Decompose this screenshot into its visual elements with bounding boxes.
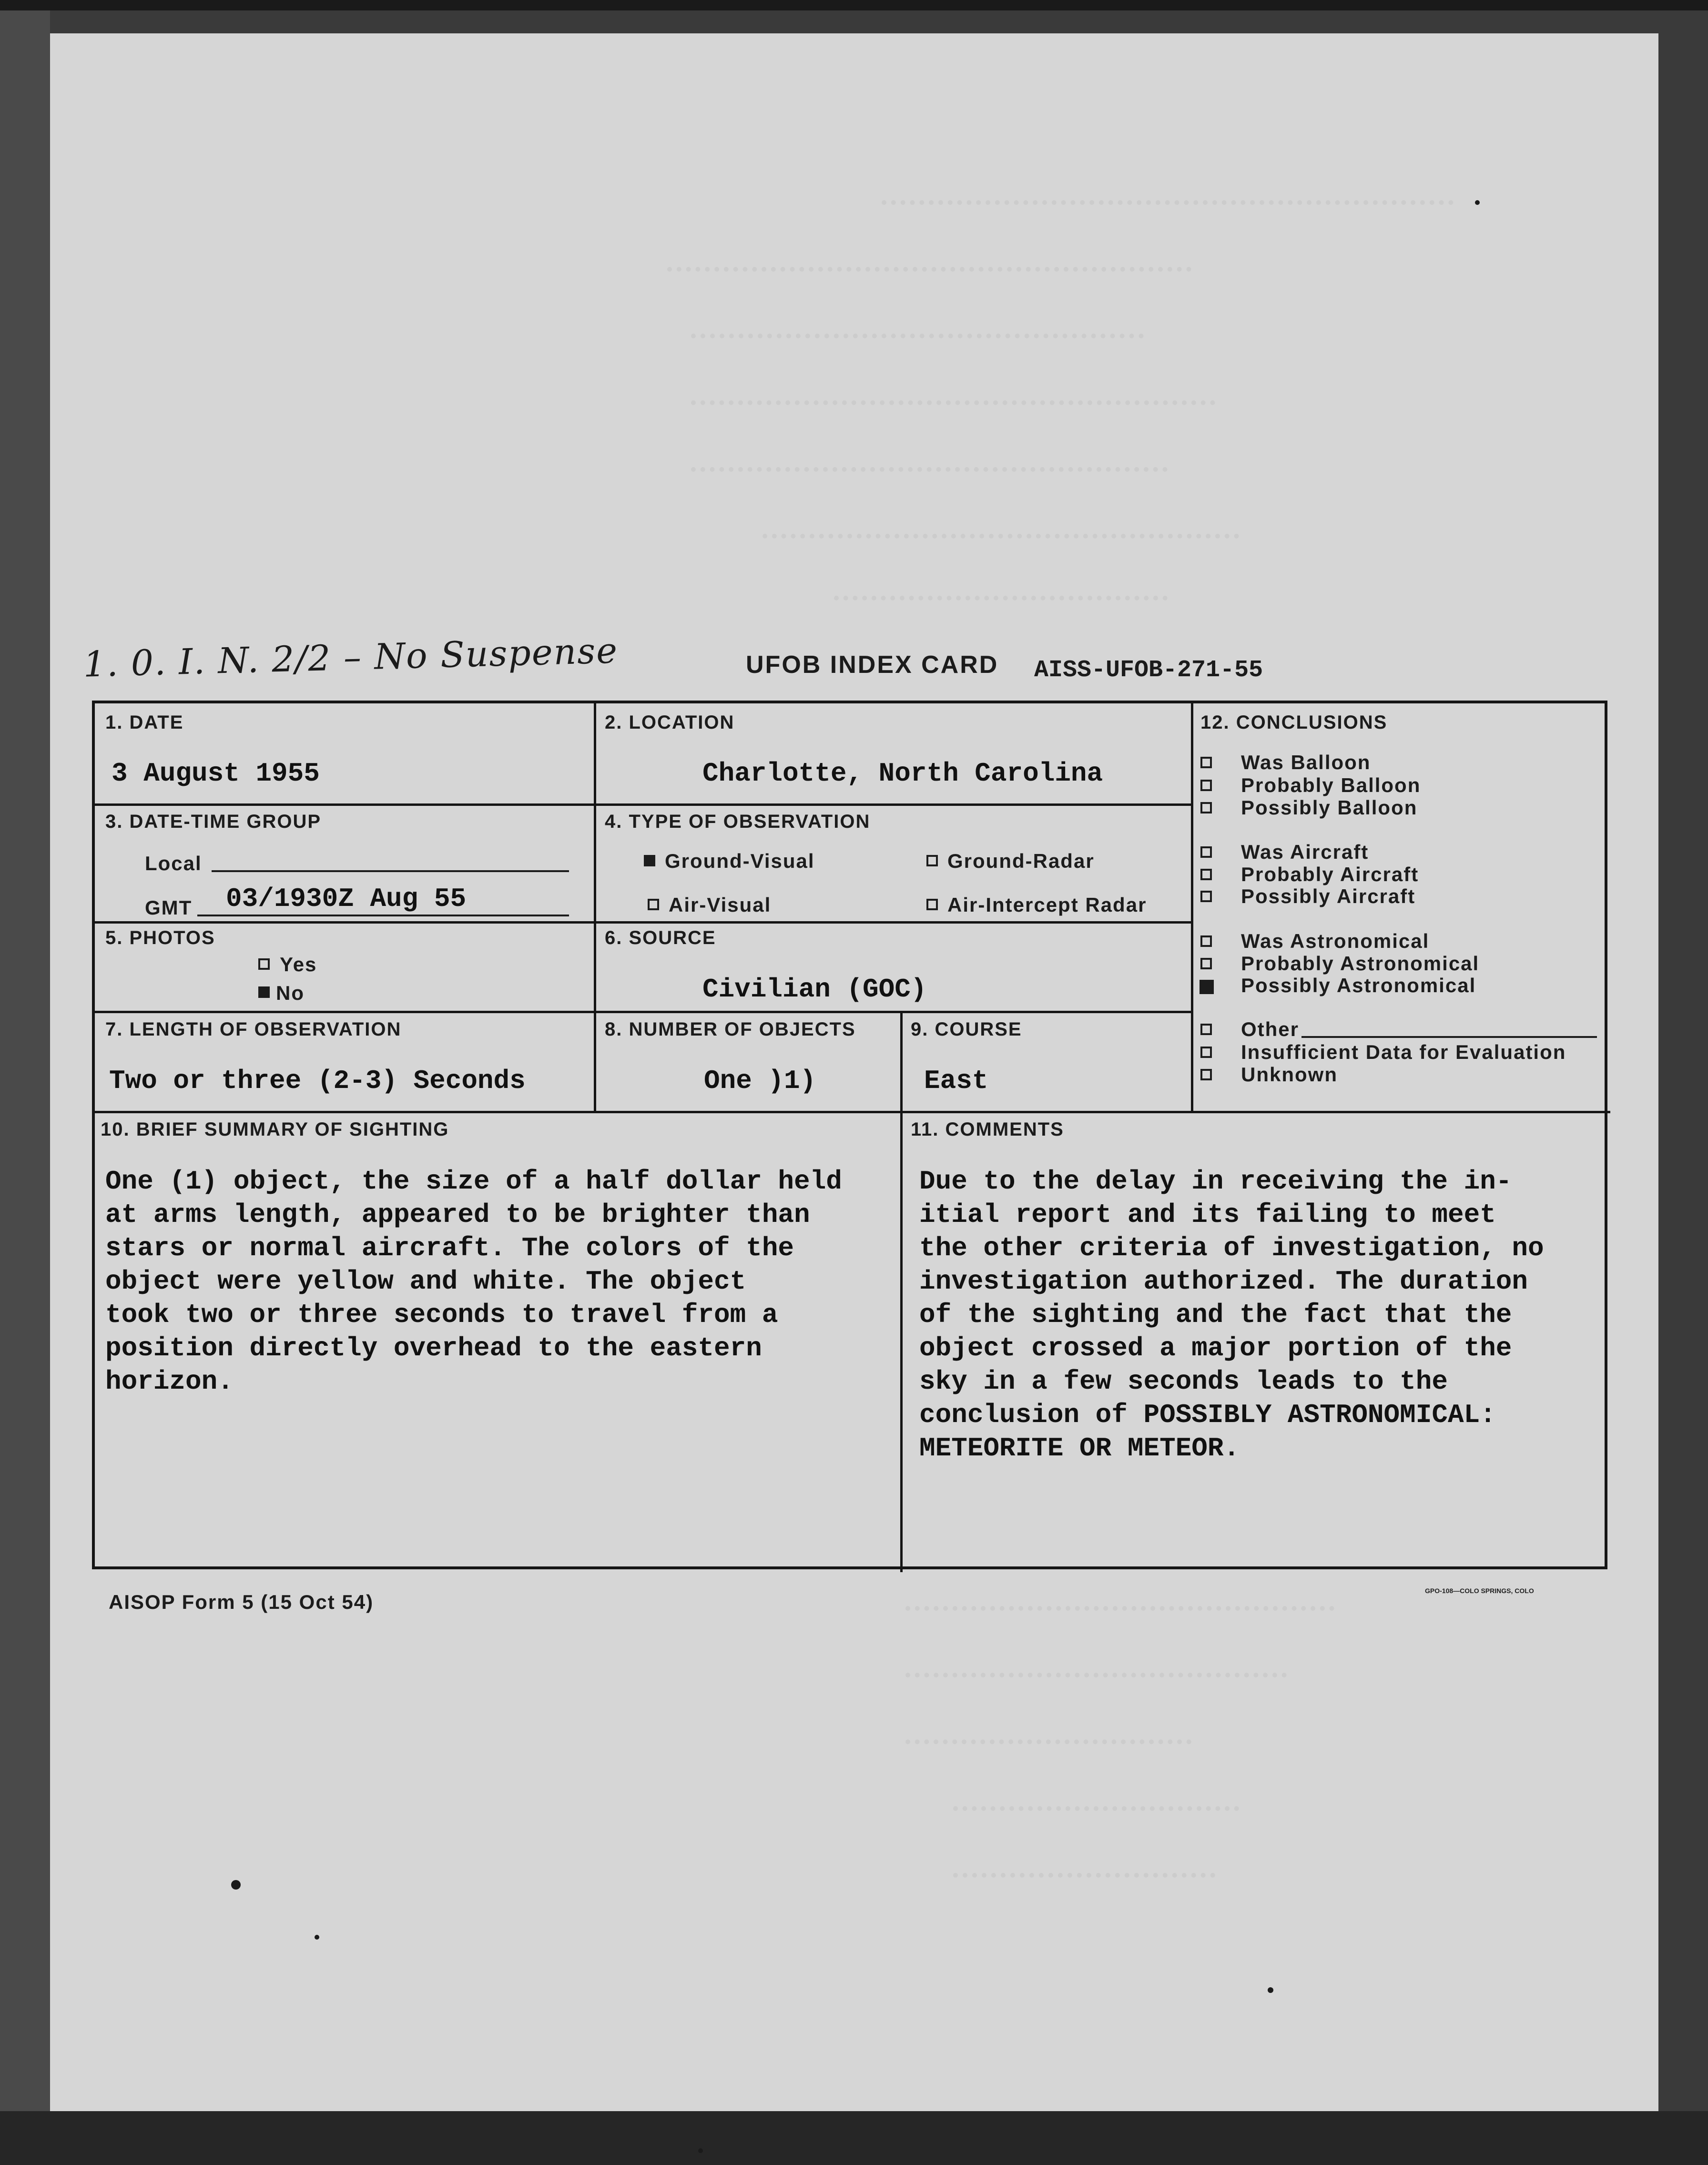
gmt-value: 03/1930Z Aug 55 (226, 884, 467, 914)
length-of-observation-value: Two or three (2-3) Seconds (109, 1066, 526, 1096)
probably-aircraft-checkbox (1200, 869, 1212, 880)
summary-line: took two or three seconds to travel from a (105, 1300, 778, 1330)
probably-balloon-checkbox (1200, 780, 1212, 791)
was-aircraft-checkbox (1200, 846, 1212, 858)
scan-speck (698, 2148, 703, 2153)
scan-top-edge (0, 0, 1708, 10)
possibly-balloon-option: Possibly Balloon (1241, 796, 1418, 819)
gmt-label: GMT (145, 896, 193, 919)
photos-no-checkbox (258, 986, 270, 998)
comment-line: object crossed a major portion of the (919, 1333, 1512, 1363)
scan-speck (1268, 1987, 1273, 1993)
comment-line: investigation authorized. The duration (919, 1266, 1528, 1297)
summary-line: position directly overhead to the eastern (105, 1333, 762, 1363)
insufficient-data-checkbox (1200, 1047, 1212, 1058)
ground-radar-checkbox (926, 855, 938, 866)
date-time-group-label: 3. DATE-TIME GROUP (105, 811, 322, 832)
was-balloon-option: Was Balloon (1241, 751, 1371, 773)
scan-speck (1475, 200, 1480, 205)
type-of-observation-label: 4. TYPE OF OBSERVATION (605, 811, 871, 832)
photos-yes-option: Yes (280, 953, 317, 976)
comments-text (919, 1165, 1544, 1465)
probably-balloon-option: Probably Balloon (1241, 774, 1421, 796)
was-balloon-checkbox (1200, 757, 1212, 768)
air-visual-option: Air-Visual (669, 894, 772, 916)
possibly-astronomical-checkbox (1200, 980, 1214, 994)
local-time-underline (212, 870, 569, 872)
other-option: Other (1241, 1018, 1300, 1040)
probably-astronomical-checkbox (1200, 958, 1212, 969)
brief-summary-label: 10. BRIEF SUMMARY OF SIGHTING (101, 1119, 449, 1140)
ground-visual-option: Ground-Visual (665, 850, 815, 872)
ufob-index-card (92, 701, 1607, 1569)
local-time-label: Local (145, 852, 202, 874)
summary-line: One (1) object, the size of a half dollar held (105, 1166, 842, 1197)
comments-label: 11. COMMENTS (911, 1119, 1064, 1140)
summary-line: at arms length, appeared to be brighter than (105, 1199, 810, 1230)
probably-astronomical-option: Probably Astronomical (1241, 952, 1480, 975)
brief-summary-text (105, 1165, 842, 1398)
air-intercept-radar-checkbox (926, 899, 938, 910)
scan-bottom-edge (0, 2111, 1708, 2165)
probably-aircraft-option: Probably Aircraft (1241, 863, 1419, 885)
card-number: AISS-UFOB-271-55 (1034, 657, 1263, 684)
gmt-underline (197, 915, 569, 916)
comment-line: sky in a few seconds leads to the (919, 1366, 1448, 1397)
number-of-objects-label: 8. NUMBER OF OBJECTS (605, 1019, 856, 1040)
length-of-observation-label: 7. LENGTH OF OBSERVATION (105, 1019, 402, 1040)
date-label: 1. DATE (105, 712, 184, 733)
photos-yes-checkbox (258, 958, 270, 970)
summary-line: horizon. (105, 1366, 234, 1397)
source-value: Civilian (GOC) (702, 974, 927, 1005)
summary-line: object were yellow and white. The object (105, 1266, 746, 1297)
was-astronomical-checkbox (1200, 935, 1212, 947)
other-checkbox (1200, 1024, 1212, 1035)
photos-label: 5. PHOTOS (105, 927, 215, 948)
possibly-aircraft-option: Possibly Aircraft (1241, 885, 1416, 907)
ground-visual-checkbox (644, 855, 655, 866)
scan-left-edge (0, 0, 50, 2165)
course-value: East (924, 1066, 988, 1096)
scan-speck (315, 1935, 319, 1940)
insufficient-data-option: Insufficient Data for Evaluation (1241, 1041, 1566, 1063)
handwritten-note: 1. 0. I. N. 2/2 – No Suspense (82, 630, 619, 685)
possibly-astronomical-option: Possibly Astronomical (1241, 974, 1476, 996)
air-intercept-radar-option: Air-Intercept Radar (947, 894, 1147, 916)
location-label: 2. LOCATION (605, 712, 735, 733)
comment-line: Due to the delay in receiving the in- (919, 1166, 1512, 1197)
was-astronomical-option: Was Astronomical (1241, 930, 1430, 952)
air-visual-checkbox (648, 899, 659, 910)
comment-line: of the sighting and the fact that the (919, 1300, 1512, 1330)
was-aircraft-option: Was Aircraft (1241, 841, 1369, 863)
possibly-aircraft-checkbox (1200, 891, 1212, 902)
date-value: 3 August 1955 (112, 758, 320, 789)
summary-line: stars or normal aircraft. The colors of the (105, 1233, 794, 1263)
comment-line: itial report and its failing to meet (919, 1199, 1496, 1230)
unknown-option: Unknown (1241, 1063, 1338, 1086)
comment-line: the other criteria of investigation, no (919, 1233, 1544, 1263)
printer-mark: GPO-108—COLO SPRINGS, COLO (1425, 1587, 1534, 1595)
number-of-objects-value: One )1) (704, 1066, 816, 1096)
possibly-balloon-checkbox (1200, 802, 1212, 813)
card-title: UFOB INDEX CARD (746, 651, 999, 679)
photos-no-option: No (276, 982, 305, 1004)
location-value: Charlotte, North Carolina (702, 758, 1103, 789)
ground-radar-option: Ground-Radar (947, 850, 1095, 872)
conclusions-label: 12. CONCLUSIONS (1200, 712, 1388, 733)
course-label: 9. COURSE (911, 1019, 1022, 1040)
other-underline (1301, 1036, 1597, 1038)
scan-speck (231, 1880, 241, 1890)
source-label: 6. SOURCE (605, 927, 716, 948)
comment-line: METEORITE OR METEOR. (919, 1433, 1240, 1464)
unknown-checkbox (1200, 1069, 1212, 1080)
form-footer: AISOP Form 5 (15 Oct 54) (109, 1591, 374, 1613)
comment-line: conclusion of POSSIBLY ASTRONOMICAL: (919, 1400, 1496, 1430)
